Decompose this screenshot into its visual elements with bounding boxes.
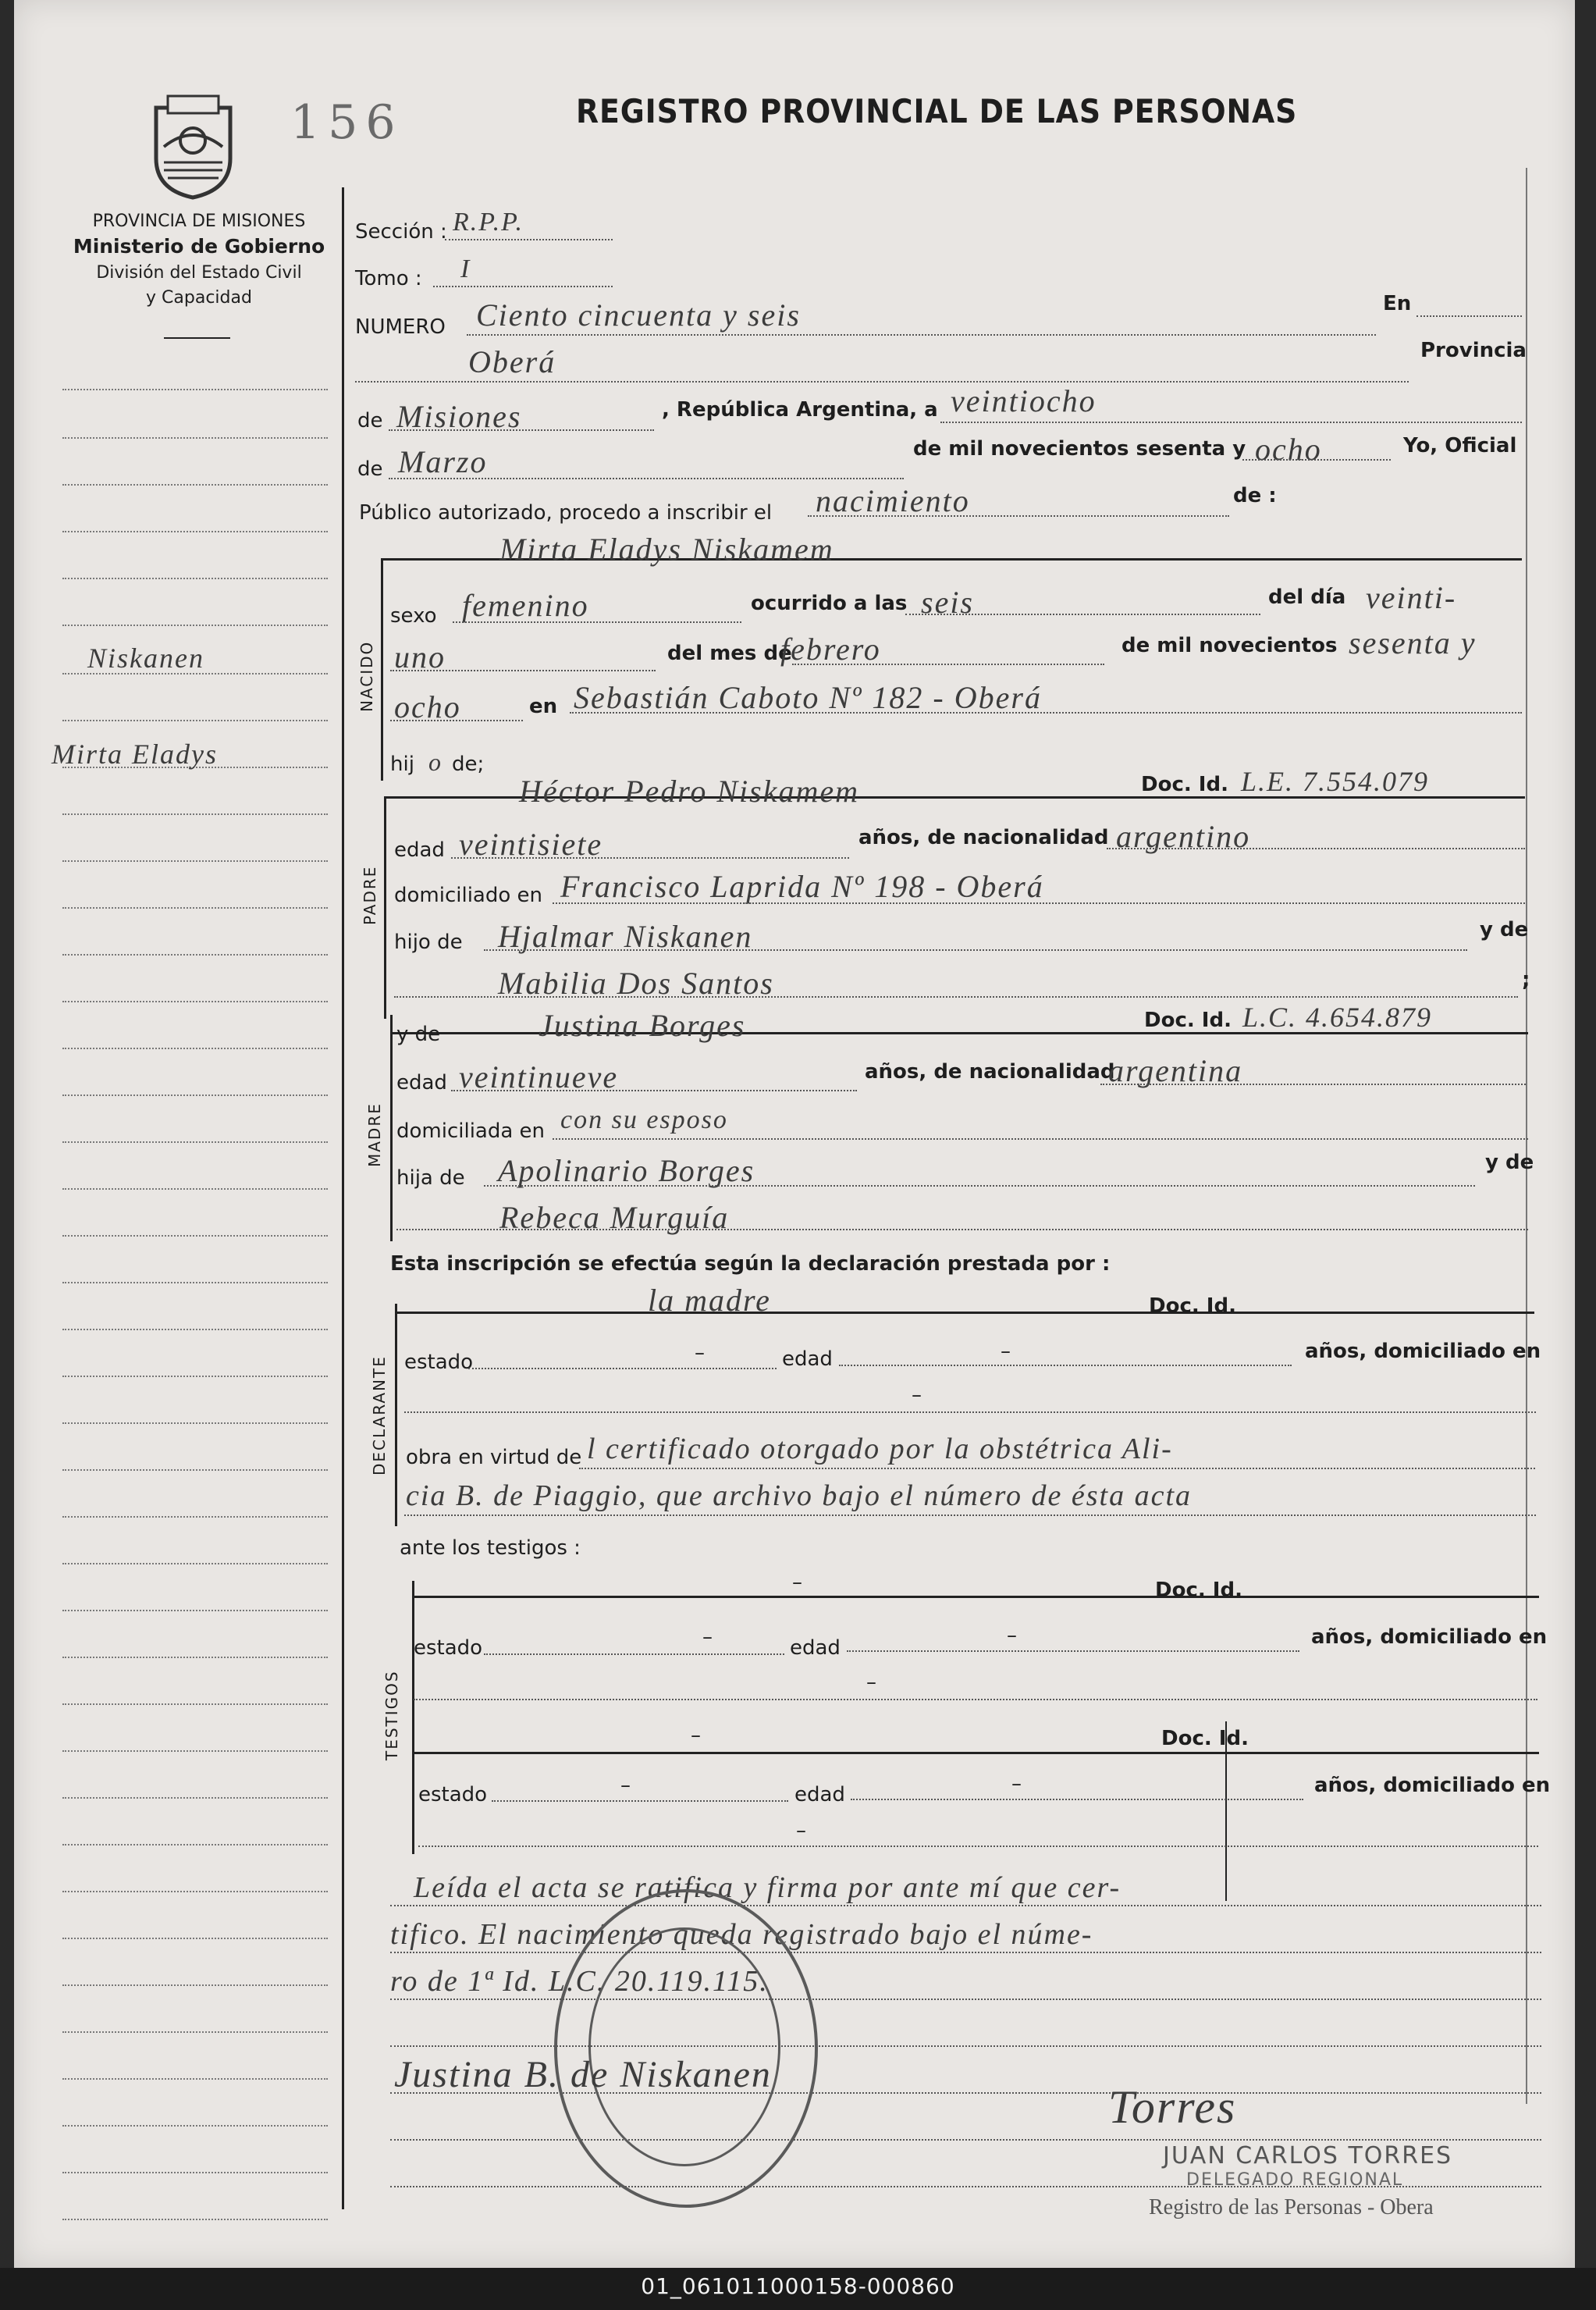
anio-value-2: ocho	[394, 689, 461, 724]
testigo2-rule	[412, 1752, 1539, 1754]
madre-section-label: MADRE	[365, 1102, 384, 1167]
testigos-top-rule	[412, 1596, 1539, 1598]
testigo2-edad-line	[851, 1799, 1303, 1800]
month-line	[389, 478, 904, 479]
closing-rule-1	[390, 1905, 1541, 1906]
tomo-line	[433, 286, 613, 287]
city-line	[355, 381, 1409, 383]
obra-label: obra en virtud de	[406, 1446, 582, 1469]
publico-label: Público autorizado, procedo a inscribir el	[359, 501, 773, 525]
testigo1-edad-label: edad	[790, 1636, 841, 1660]
padre-doc-label: Doc. Id.	[1141, 773, 1228, 796]
testigo1-edad-value: –	[1007, 1624, 1017, 1647]
seccion-line	[445, 239, 613, 240]
declarante-edad-label: edad	[782, 1347, 833, 1371]
testigo2-edad-value: –	[1011, 1772, 1022, 1796]
mes-value: febrero	[780, 632, 881, 667]
testigo1-doc-label: Doc. Id.	[1155, 1579, 1242, 1602]
nacido-name: Mirta Eladys Niskamem	[499, 532, 834, 567]
madre-edad-value: veintinueve	[459, 1059, 619, 1094]
closing-line-3: ro de 1ª Id. L.C. 20.119.115.	[390, 1965, 769, 1998]
lugar-label: en	[529, 695, 558, 718]
sexo-label: sexo	[390, 604, 437, 628]
issuer-header	[47, 209, 351, 311]
official-office: Registro de las Personas - Obera	[1149, 2195, 1434, 2219]
division-name: División del Estado Civil	[96, 263, 302, 283]
en-label: En	[1383, 292, 1412, 315]
padre-de-madre-value: Apolinario Borges	[498, 1153, 755, 1188]
anio-value: sesenta y	[1349, 625, 1477, 660]
testigo2-name: –	[691, 1724, 701, 1747]
madre-bracket	[390, 1015, 393, 1241]
declarant-signature: Justina B. de Niskanen	[394, 2054, 772, 2095]
en-line	[1416, 315, 1522, 317]
nacido-bracket	[381, 558, 383, 781]
city-value: Oberá	[468, 344, 556, 379]
provincia-line	[389, 429, 654, 431]
day-value: veintiocho	[951, 383, 1097, 418]
provincia-label: Provincia	[1420, 339, 1527, 362]
hijo-label	[390, 748, 484, 777]
seccion-label: Sección :	[355, 220, 447, 244]
dia-line-2	[390, 670, 656, 671]
header-divider	[164, 337, 230, 339]
mes-line	[792, 664, 1104, 665]
numero-line	[467, 334, 1376, 336]
testigo1-estado-label: estado	[414, 1636, 483, 1660]
hora-value: seis	[921, 585, 974, 620]
testigo1-name: –	[792, 1571, 802, 1594]
nacido-section-label: NACIDO	[357, 640, 376, 712]
declarante-domicilio-line	[404, 1411, 1536, 1413]
madre-y-de-label: y de	[396, 1023, 441, 1046]
testigo1-dom-label: años, domiciliado en	[1311, 1625, 1548, 1649]
province-name: PROVINCIA DE MISIONES	[92, 212, 306, 231]
declarante-section-label: DECLARANTE	[370, 1355, 389, 1475]
anio-label: de mil novecientos	[1121, 634, 1338, 657]
madre-de-padre-value: Mabilia Dos Santos	[498, 966, 774, 1001]
acta-number: 156	[290, 95, 403, 150]
hijo-prefix: hij	[390, 753, 414, 776]
padre-edad-line	[451, 857, 849, 859]
testigo1-dom-value: –	[866, 1671, 876, 1694]
declarante-edad-line	[839, 1365, 1292, 1366]
witness-divider	[1225, 1721, 1227, 1901]
padre-domicilio-line	[553, 902, 1525, 904]
testigo2-dom-label: años, domiciliado en	[1314, 1774, 1551, 1797]
padre-de-padre-line	[484, 949, 1467, 951]
testigo2-doc-label: Doc. Id.	[1161, 1727, 1249, 1750]
declarante-top-rule	[395, 1312, 1534, 1314]
declarante-name: la madre	[648, 1283, 771, 1318]
padre-name: Héctor Pedro Niskamem	[519, 774, 859, 809]
declarante-domicilio-value: –	[912, 1383, 922, 1407]
padre-semicolon: ;	[1522, 968, 1530, 991]
madre-name: Justina Borges	[539, 1008, 746, 1043]
padre-de-padre-value: Hjalmar Niskanen	[498, 919, 753, 954]
numero-label: NUMERO	[355, 315, 446, 339]
mes-label: del mes de	[667, 642, 792, 665]
acto-line	[808, 515, 1229, 517]
testigos-label: ante los testigos :	[400, 1536, 581, 1560]
testigo2-estado-line	[492, 1800, 788, 1802]
dia-value: veinti-	[1366, 580, 1457, 615]
lugar-value: Sebastián Caboto Nº 182 - Oberá	[574, 680, 1042, 715]
madre-edad-label: edad	[396, 1071, 447, 1094]
closing-rule-2	[390, 1952, 1541, 1953]
padre-bracket	[384, 796, 386, 1019]
numero-value: Ciento cincuenta y seis	[476, 297, 801, 333]
declarante-domicilio-label: años, domiciliado en	[1305, 1340, 1541, 1363]
madre-edad-line	[451, 1090, 857, 1091]
day-line	[940, 422, 1522, 423]
declarante-bracket	[395, 1304, 397, 1526]
obra-line-2	[404, 1514, 1536, 1516]
testigos-section-label: TESTIGOS	[382, 1670, 401, 1760]
declarante-edad-value: –	[1001, 1340, 1011, 1363]
madre-domicilio-label: domiciliada en	[396, 1119, 546, 1143]
padre-anios-label: años, de nacionalidad	[858, 826, 1109, 849]
padre-de-madre-line	[484, 1185, 1475, 1187]
testigo2-dom-line	[418, 1846, 1538, 1847]
padre-domicilio-label: domiciliado en	[394, 884, 543, 907]
official-seal-inner	[588, 1927, 780, 2166]
official-seal	[554, 1889, 818, 2208]
testigos-bracket	[412, 1581, 414, 1854]
declarante-doc-label: Doc. Id.	[1149, 1294, 1236, 1318]
hora-line	[905, 614, 1260, 615]
declaracion-label: Esta inscripción se efectúa según la declaración prestada por :	[390, 1252, 1111, 1276]
file-id: 01_061011000158-000860	[641, 2273, 955, 2299]
dia-label: del día	[1268, 586, 1346, 609]
lugar-line	[570, 712, 1522, 714]
madre-doc-label: Doc. Id.	[1144, 1009, 1232, 1032]
official-name: JUAN CARLOS TORRES	[1163, 2142, 1453, 2169]
closing-rule-6	[390, 2139, 1541, 2141]
de-label-2: de	[357, 457, 383, 481]
de-colon-label: de :	[1233, 484, 1277, 507]
padre-domicilio-value: Francisco Laprida Nº 198 - Oberá	[560, 869, 1044, 904]
margin-surname: Niskanen	[87, 642, 204, 674]
testigo1-estado-value: –	[702, 1625, 713, 1649]
padre-edad-value: veintisiete	[459, 827, 603, 862]
padre-doc-value: L.E. 7.554.079	[1241, 766, 1430, 797]
padre-section-label: PADRE	[361, 865, 379, 925]
dia-value-2: uno	[394, 639, 446, 674]
madre-doc-value: L.C. 4.654.879	[1242, 1002, 1433, 1033]
declarante-estado-value: –	[695, 1341, 705, 1365]
madre-hija-de-label: hija de	[396, 1166, 465, 1190]
official-signature: Torres	[1108, 2081, 1237, 2133]
division-name-2: y Capacidad	[146, 288, 252, 308]
testigo2-edad-label: edad	[794, 1783, 845, 1806]
month-value: Marzo	[398, 444, 488, 479]
republica-label: , República Argentina, a	[662, 398, 938, 422]
obra-line	[579, 1468, 1535, 1469]
declarante-estado-label: estado	[404, 1351, 474, 1374]
year-value: ocho	[1255, 432, 1322, 467]
year-label: de mil novecientos sesenta y	[913, 437, 1246, 461]
testigo1-estado-line	[484, 1653, 784, 1655]
testigo2-estado-label: estado	[418, 1783, 488, 1806]
declarante-estado-line	[468, 1368, 777, 1369]
hijo-de: de;	[451, 753, 485, 776]
sexo-line	[453, 621, 741, 623]
testigo1-dom-line	[414, 1699, 1537, 1700]
padre-y-de-label: y de	[1480, 918, 1529, 941]
acto-value: nacimiento	[816, 483, 970, 518]
testigo2-dom-value: –	[796, 1819, 806, 1842]
hijo-suffix: o	[428, 748, 443, 776]
madre-de-madre-value: Rebeca Murguía	[499, 1200, 730, 1235]
tomo-value: I	[460, 254, 471, 283]
main-frame-left	[342, 187, 344, 2209]
main-frame-right	[1526, 168, 1527, 2104]
testigo2-estado-value: –	[620, 1774, 631, 1797]
ministry-name: Ministerio de Gobierno	[73, 235, 325, 258]
closing-line-2: tifico. El nacimiento queda registrado bajo el núme-	[390, 1918, 1093, 1951]
padre-hijo-de-label: hijo de	[394, 931, 463, 954]
tomo-label: Tomo :	[355, 267, 422, 290]
seccion-value: R.P.P.	[453, 208, 524, 237]
madre-anios-label: años, de nacionalidad	[865, 1060, 1115, 1084]
sexo-value: femenino	[462, 588, 589, 623]
obra-value-2: cia B. de Piaggio, que archivo bajo el número de ésta acta	[406, 1479, 1193, 1512]
obra-value: l certificado otorgado por la obstétrica Ali-	[587, 1433, 1173, 1465]
de-label: de	[357, 409, 383, 432]
document-title: REGISTRO PROVINCIAL DE LAS PERSONAS	[576, 92, 1298, 130]
closing-line-1: Leída el acta se ratifica y firma por ante mí que cer-	[414, 1871, 1121, 1904]
madre-de-padre-line	[394, 996, 1518, 998]
madre-y-de-label-2: y de	[1485, 1151, 1534, 1174]
padre-edad-label: edad	[394, 838, 445, 862]
yo-oficial-label: Yo, Oficial	[1403, 434, 1517, 457]
padre-nacionalidad-value: argentino	[1116, 819, 1251, 854]
ocurrido-label: ocurrido a las	[751, 592, 908, 615]
official-title: DELEGADO REGIONAL	[1186, 2170, 1404, 2190]
provincia-value: Misiones	[396, 399, 522, 434]
province-crest	[144, 92, 242, 201]
madre-domicilio-value: con su esposo	[560, 1105, 728, 1134]
testigo1-edad-line	[847, 1650, 1299, 1652]
padre-nacionalidad-line	[1107, 848, 1525, 849]
madre-nacionalidad-line	[1100, 1084, 1526, 1085]
madre-domicilio-line	[553, 1138, 1528, 1140]
anio-line-2	[390, 720, 523, 721]
madre-nacionalidad-value: argentina	[1108, 1053, 1243, 1088]
margin-names: Mirta Eladys	[52, 739, 218, 770]
madre-de-madre-line	[396, 1229, 1528, 1230]
year-line	[1242, 459, 1391, 461]
